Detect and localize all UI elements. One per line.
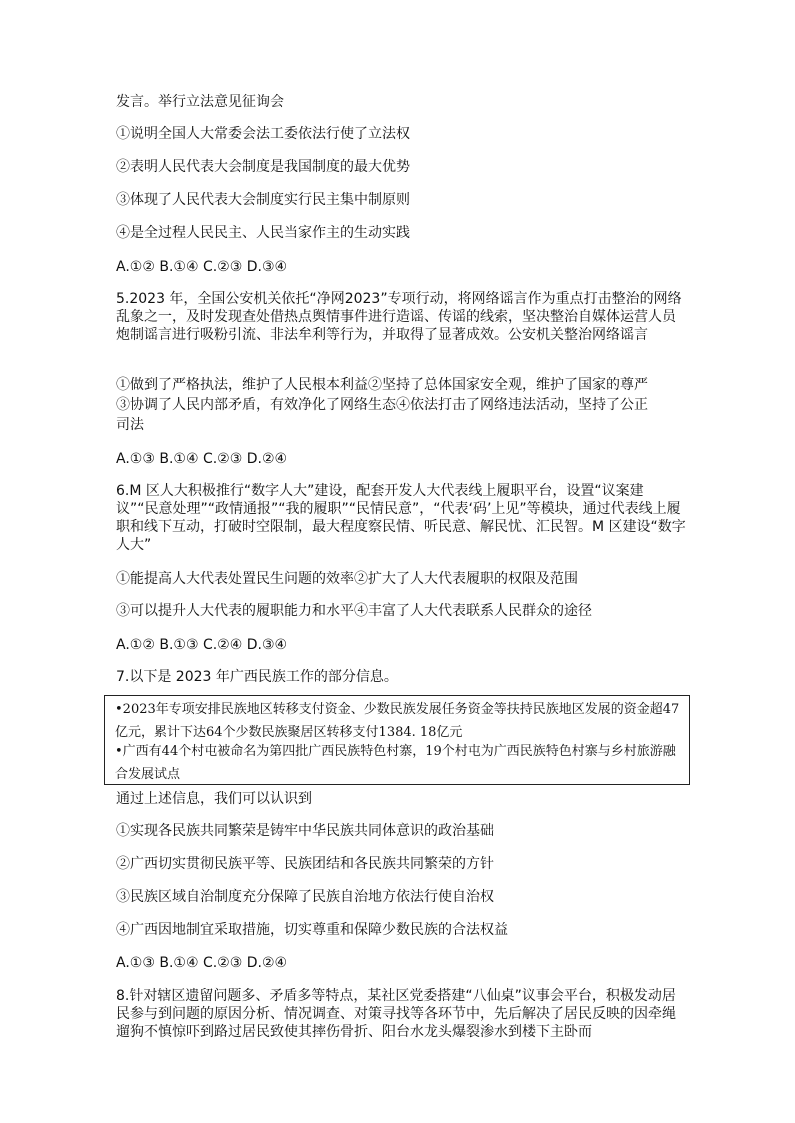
text-line: 发言。举行立法意见征询会	[116, 94, 284, 110]
option-1: ①说明全国人大常委会法工委依法行使了立法权	[116, 126, 410, 142]
option-3: ③体现了人民代表大会制度实行民主集中制原则	[116, 192, 410, 208]
info-box	[104, 695, 690, 785]
question-7: 7.以下是 2023 年广西民族工作的部分信息。	[116, 669, 398, 685]
text-line: 通过上述信息，我们可以认识到	[116, 791, 312, 807]
option-line: 司法	[116, 417, 144, 433]
answer-choices: A.①② B.①④ C.②③ D.③④	[116, 259, 288, 275]
option-line: ①做到了严格执法，维护了人民根本利益②坚持了总体国家安全观，维护了国家的尊严	[116, 377, 648, 393]
option-line: ③可以提升人大代表的履职能力和水平④丰富了人大代表联系人民群众的途径	[116, 603, 592, 619]
answer-choices: A.①② B.①③ C.②④ D.③④	[116, 637, 288, 653]
question-8: 8.针对辖区遗留问题多、矛盾多等特点，某社区党委搭建“八仙桌”议事会平台，积极发动居民参与到问题的原因分析、情况调查、对策寻找等各环节中，先后解决了居民反映的因牵绳遛狗不慎惊吓到路过居民致使其摔伤骨折、阳台水龙头爆裂渗水到楼下主卧而	[116, 988, 676, 1040]
option-line: ①能提高人大代表处置民生问题的效率②扩大了人大代表履职的权限及范围	[116, 571, 578, 587]
option-4: ④是全过程人民民主、人民当家作主的生动实践	[116, 225, 410, 241]
option-1: ①实现各民族共同繁荣是铸牢中华民族共同体意识的政治基础	[116, 823, 494, 839]
question-6: 6.M 区人大积极推行“数字人大”建设，配套开发人大代表线上履职平台，设置“议案建议”“民意处理”“政情通报”“我的履职”“民情民意”，“代表‘码’上见”等模块，通过代表线上履职和线下互动，打破时空限制，最大程度察民情、听民意、解民忧、汇民智。M 区建设“数字人大”	[116, 483, 686, 553]
option-4: ④广西因地制宜采取措施，切实尊重和保障少数民族的合法权益	[116, 922, 508, 938]
answer-choices: A.①③ B.①④ C.②③ D.②④	[116, 955, 288, 971]
option-3: ③民族区域自治制度充分保障了民族自治地方依法行使自治权	[116, 889, 494, 905]
option-line: ③协调了人民内部矛盾，有效净化了网络生态④依法打击了网络违法活动，坚持了公正	[116, 397, 648, 413]
info-item: •2023年专项安排民族地区转移支付资金、少数民族发展任务资金等扶持民族地区发展的资金超47亿元，累计下达64个少数民族聚居区转移支付1384. 18亿元	[115, 702, 680, 740]
option-2: ②表明人民代表大会制度是我国制度的最大优势	[116, 159, 410, 175]
answer-choices: A.①③ B.①④ C.②③ D.②④	[116, 451, 288, 467]
option-2: ②广西切实贯彻民族平等、民族团结和各民族共同繁荣的方针	[116, 856, 494, 872]
question-5: 5.2023 年，全国公安机关依托“净网2023”专项行动，将网络谣言作为重点打击整治的网络乱象之一，及时发现查处借热点舆情事件进行造谣、传谣的线索，坚决整治自媒体运营人员炮制谣言进行吸粉引流、非法牟利等行为，并取得了显著成效。公安机关整治网络谣言	[116, 291, 682, 343]
info-item: •广西有44个村屯被命名为第四批广西民族特色村寨，19个村屯为广西民族特色村寨与乡村旅游融合发展试点	[115, 744, 676, 782]
